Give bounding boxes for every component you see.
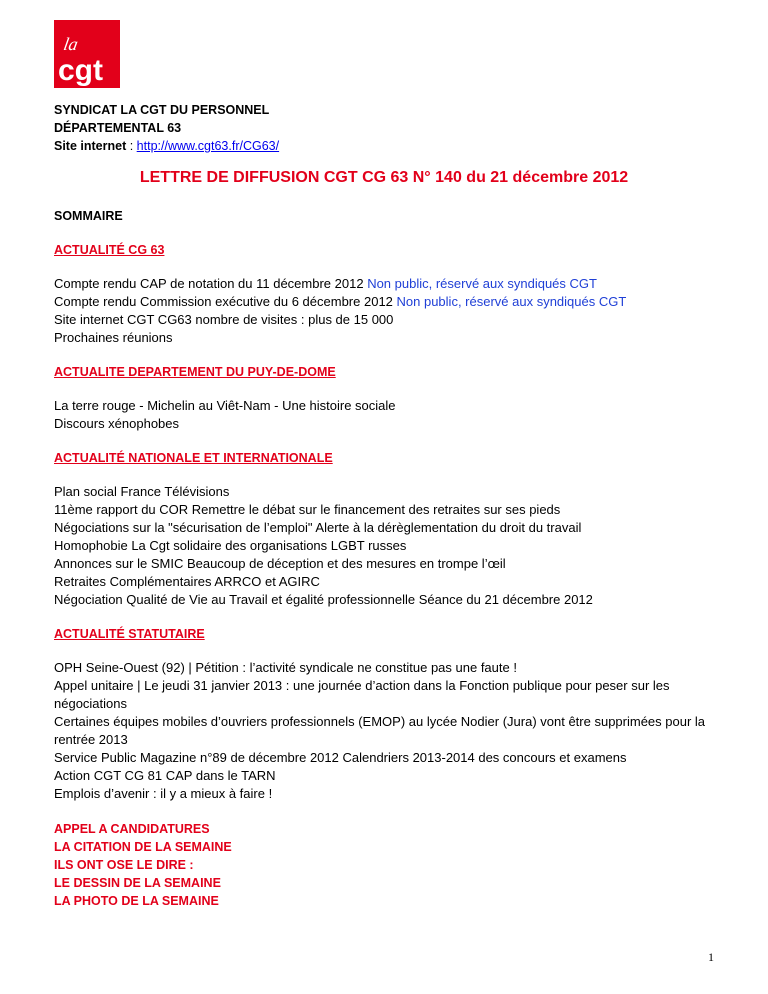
summary-item-text: Homophobie La Cgt solidaire des organisations LGBT russes <box>54 538 407 553</box>
summary-item-text: Annonces sur le SMIC Beaucoup de déception et des mesures en trompe l’œil <box>54 556 506 571</box>
svg-text:la: la <box>62 34 80 54</box>
summary-item-text: Retraites Complémentaires ARRCO et AGIRC <box>54 574 320 589</box>
summary-item[interactable] <box>54 275 724 293</box>
cgt-logo <box>54 20 120 88</box>
summary-item[interactable] <box>54 397 724 415</box>
extra-section-link[interactable]: APPEL A CANDIDATURES <box>54 822 210 836</box>
summary-item[interactable] <box>54 501 724 519</box>
summary-item[interactable] <box>54 767 724 785</box>
extra-section-link[interactable]: ILS ONT OSE LE DIRE : <box>54 858 194 872</box>
summary-item-text: OPH Seine-Ouest (92) | Pétition : l’activité syndicale ne constitue pas une faute ! <box>54 660 517 675</box>
extra-section-link[interactable]: LE DESSIN DE LA SEMAINE <box>54 876 221 890</box>
summary-item[interactable] <box>54 537 724 555</box>
section-heading[interactable]: ACTUALITE DEPARTEMENT DU PUY-DE-DOME <box>54 365 336 379</box>
summary-item[interactable] <box>54 415 724 433</box>
sections-container <box>54 241 724 803</box>
summary-item[interactable] <box>54 659 724 677</box>
summary-item[interactable] <box>54 591 724 609</box>
summary-item[interactable] <box>54 519 724 537</box>
summary-item[interactable] <box>54 785 724 803</box>
summary-item-text: Plan social France Télévisions <box>54 484 230 499</box>
extra-section-link[interactable]: LA PHOTO DE LA SEMAINE <box>54 894 219 908</box>
summary-item-text: Compte rendu Commission exécutive du 6 décembre 2012 <box>54 294 397 309</box>
extra-section-link[interactable]: LA CITATION DE LA SEMAINE <box>54 840 232 854</box>
summary-item-text: Négociation Qualité de Vie au Travail et égalité professionnelle Séance du 21 décembre 2012 <box>54 592 593 607</box>
restricted-note: Non public, réservé aux syndiqués CGT <box>367 276 597 291</box>
summary-item-text: Appel unitaire | Le jeudi 31 janvier 2013 : une journée d’action dans la Fonction publique pour peser sur les négociations <box>54 678 670 711</box>
summary-item[interactable] <box>54 749 724 767</box>
summary-item-text: Négociations sur la "sécurisation de l’emploi" Alerte à la dérèglementation du droit du travail <box>54 520 582 535</box>
summary-item-text: La terre rouge - Michelin au Viêt-Nam - Une histoire sociale <box>54 398 396 413</box>
summary-content <box>54 207 724 910</box>
summary-item[interactable] <box>54 555 724 573</box>
svg-text:cgt: cgt <box>58 54 103 87</box>
summary-item-text: Prochaines réunions <box>54 330 173 345</box>
extra-sections-list <box>54 820 724 910</box>
summary-item-text: Compte rendu CAP de notation du 11 décembre 2012 <box>54 276 368 291</box>
header-block <box>54 101 279 155</box>
section-heading[interactable]: ACTUALITÉ STATUTAIRE <box>54 627 205 641</box>
summary-item-text: Certaines équipes mobiles d’ouvriers professionnels (EMOP) au lycée Nodier (Jura) vont être supprimées pour la rentrée 2013 <box>54 714 706 747</box>
section-items <box>54 483 724 609</box>
section-heading[interactable]: ACTUALITÉ NATIONALE ET INTERNATIONALE <box>54 451 333 465</box>
summary-item-text: 11ème rapport du COR Remettre le débat sur le financement des retraites sur ses pieds <box>54 502 561 517</box>
section-items <box>54 275 724 347</box>
summary-item-text: Site internet CGT CG63 nombre de visites : plus de 15 000 <box>54 312 394 327</box>
website-label: Site internet <box>54 139 127 153</box>
website-separator: : <box>126 139 137 153</box>
page-number: 1 <box>708 950 714 964</box>
website-line <box>54 137 279 155</box>
newsletter-title: LETTRE DE DIFFUSION CGT CG 63 N° 140 du 21 décembre 2012 <box>139 169 629 186</box>
summary-item-text: Action CGT CG 81 CAP dans le TARN <box>54 768 276 783</box>
summary-item-text: Emplois d’avenir : il y a mieux à faire ! <box>54 786 273 801</box>
section-heading[interactable]: ACTUALITÉ CG 63 <box>54 243 165 257</box>
summary-item[interactable] <box>54 573 724 591</box>
summary-item[interactable] <box>54 677 724 713</box>
summary-item[interactable] <box>54 329 724 347</box>
summary-item-text: Service Public Magazine n°89 de décembre 2012 Calendriers 2013-2014 des concours et examens <box>54 750 627 765</box>
summary-heading: SOMMAIRE <box>54 209 123 223</box>
website-link[interactable]: http://www.cgt63.fr/CG63/ <box>136 139 280 153</box>
union-name-line2: DÉPARTEMENTAL 63 <box>54 121 182 135</box>
summary-item[interactable] <box>54 713 724 749</box>
summary-item[interactable] <box>54 311 724 329</box>
summary-item[interactable] <box>54 293 724 311</box>
summary-item[interactable] <box>54 483 724 501</box>
section-items <box>54 397 724 433</box>
union-name-line1: SYNDICAT LA CGT DU PERSONNEL <box>54 103 270 117</box>
restricted-note: Non public, réservé aux syndiqués CGT <box>396 294 627 309</box>
summary-item-text: Discours xénophobes <box>54 416 180 431</box>
section-items <box>54 659 724 803</box>
